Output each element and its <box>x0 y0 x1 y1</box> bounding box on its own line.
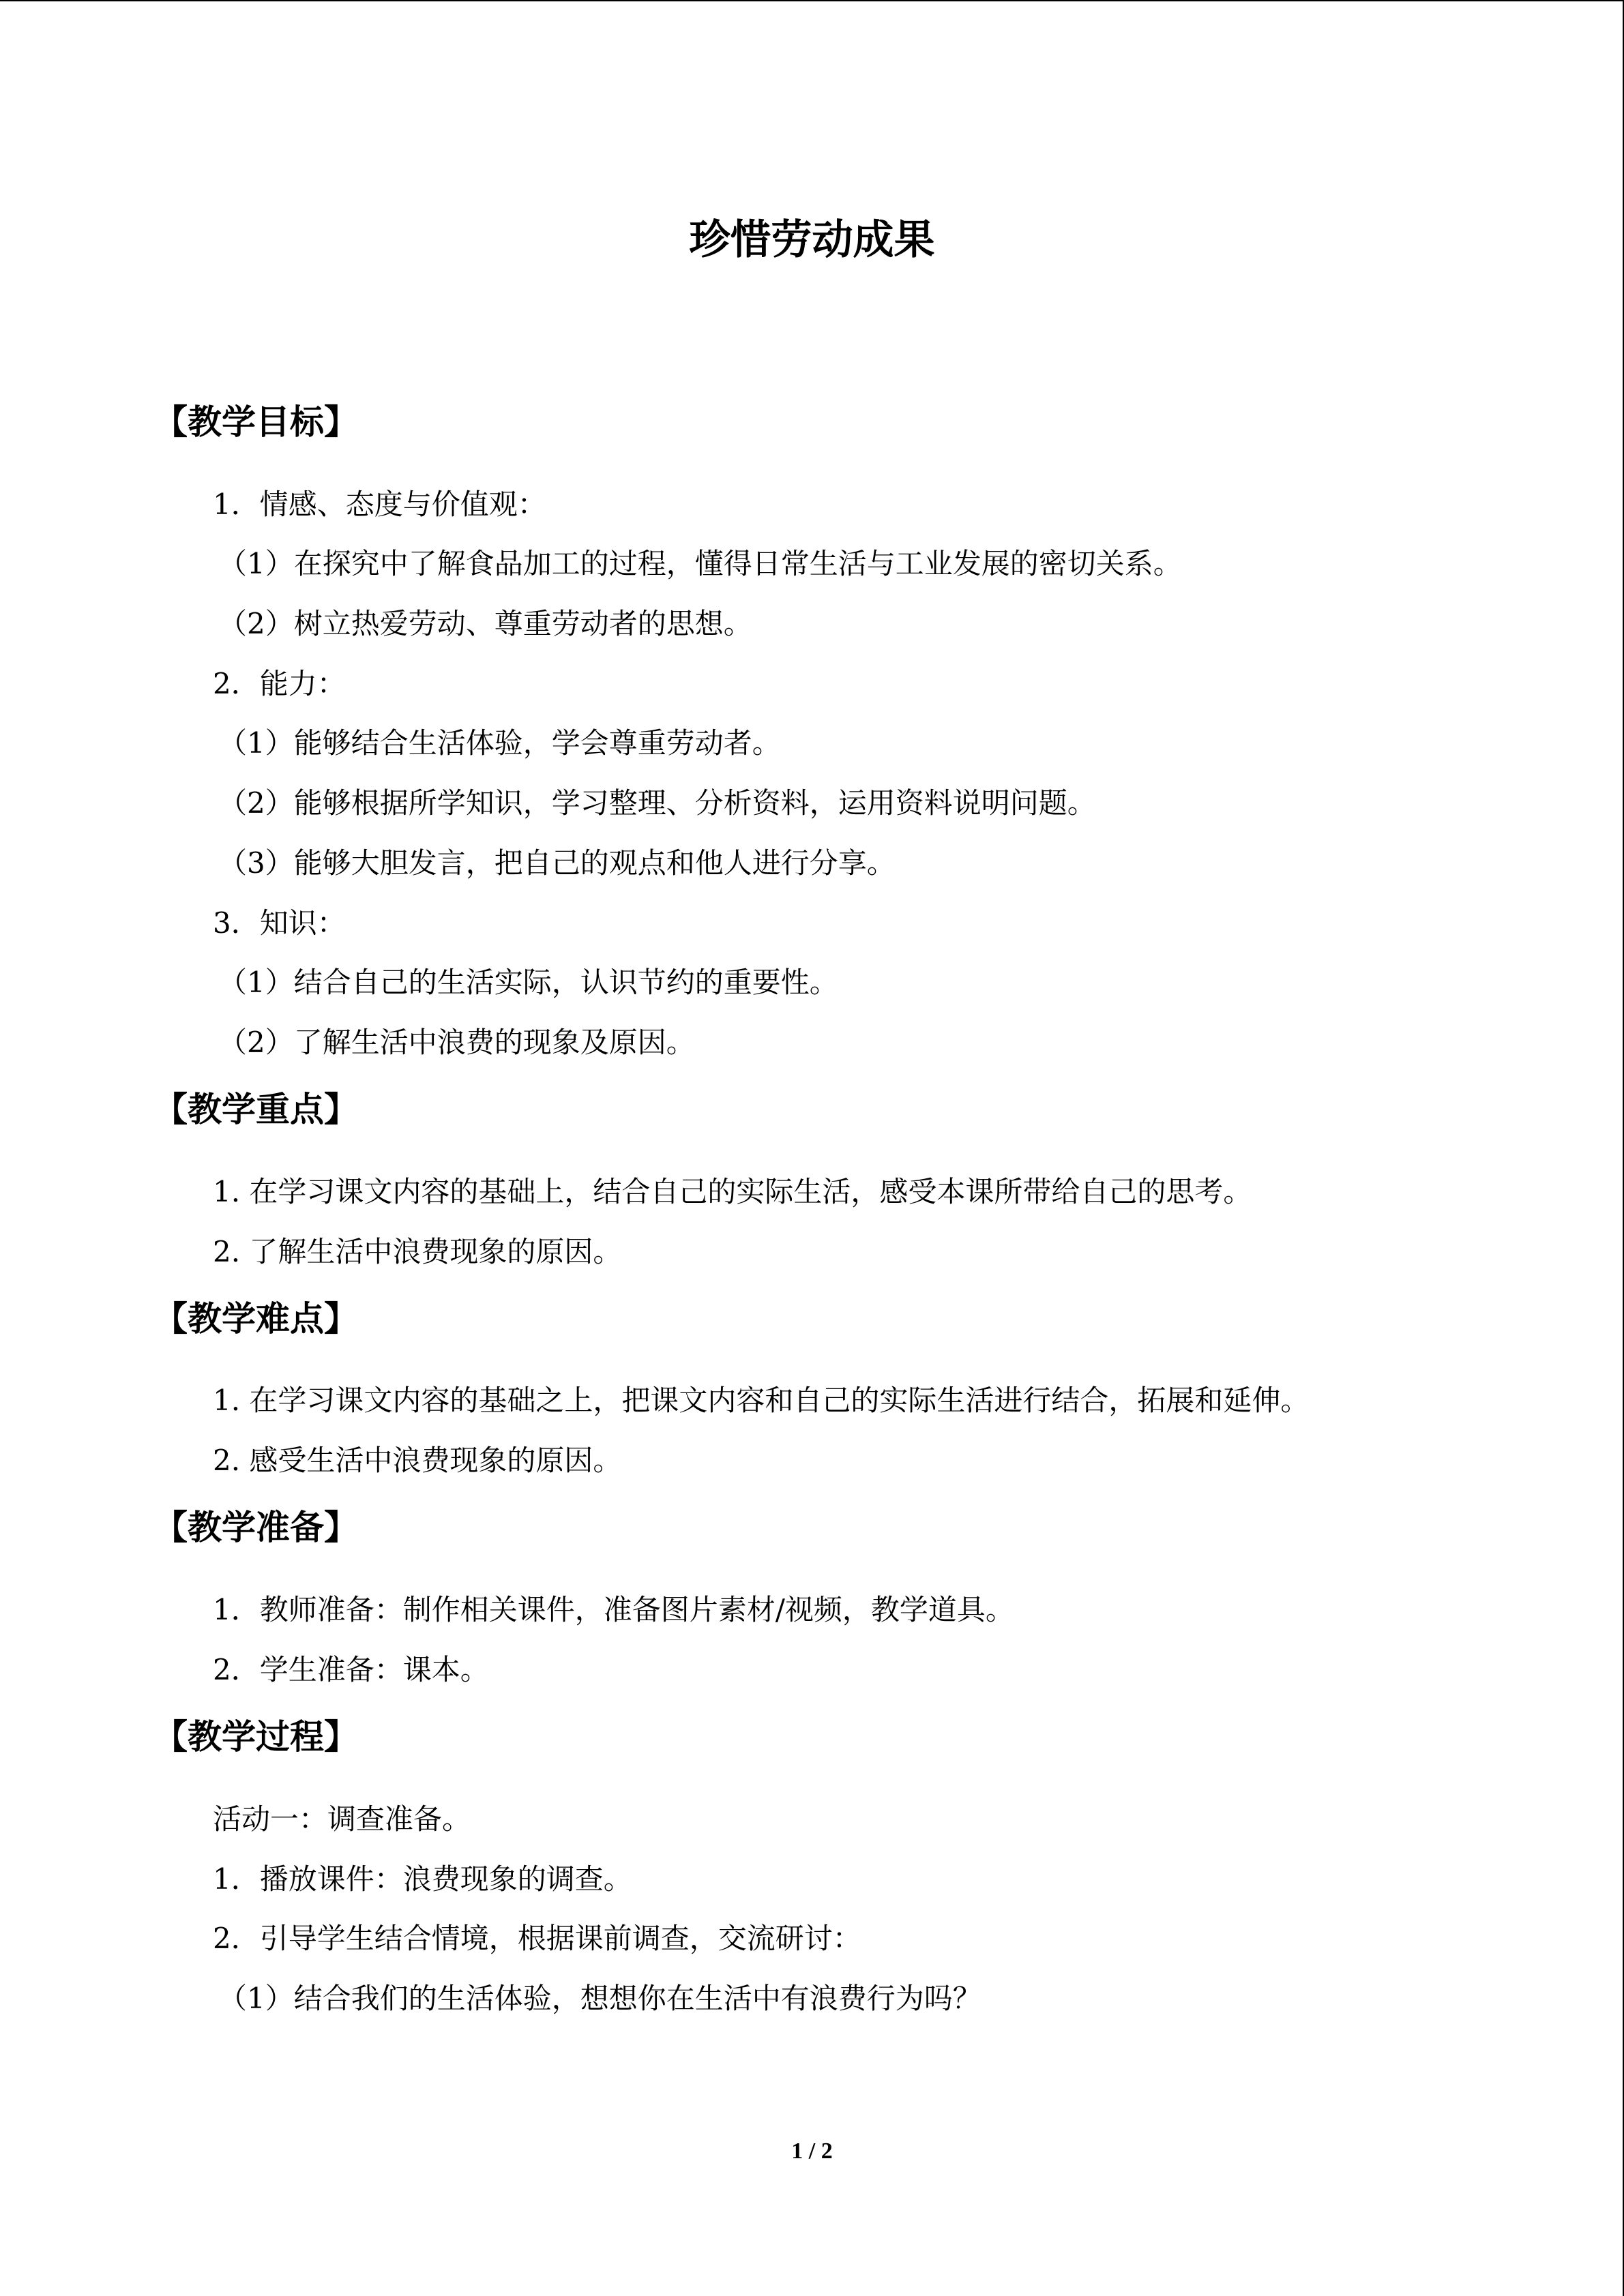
preparation-line: 2．学生准备：课本。 <box>213 1653 489 1686</box>
section-heading-difficulties: 【教学难点】 <box>153 1299 358 1339</box>
preparation-line: 1．教师准备：制作相关课件，准备图片素材/视频，教学道具。 <box>213 1593 1014 1626</box>
objectives-line: （1）结合自己的生活实际，认识节约的重要性。 <box>218 966 838 999</box>
objectives-line: （3）能够大胆发言，把自己的观点和他人进行分享。 <box>218 846 896 880</box>
objectives-line: 1．情感、态度与价值观： <box>213 488 546 521</box>
section-heading-key-points: 【教学重点】 <box>153 1090 358 1129</box>
process-line: 2．引导学生结合情境，根据课前调查，交流研讨： <box>213 1922 861 1955</box>
process-line: 1．播放课件：浪费现象的调查。 <box>213 1862 632 1896</box>
objectives-line: （2）树立热爱劳动、尊重劳动者的思想。 <box>218 607 752 640</box>
objectives-line: （2）能够根据所学知识，学习整理、分析资料，运用资料说明问题。 <box>218 786 1096 820</box>
objectives-line: （2）了解生活中浪费的现象及原因。 <box>218 1026 695 1059</box>
section-heading-process: 【教学过程】 <box>153 1717 358 1757</box>
objectives-line: 2．能力： <box>213 667 346 700</box>
objectives-line: （1）在探究中了解食品加工的过程，懂得日常生活与工业发展的密切关系。 <box>218 547 1182 580</box>
difficulties-line: 2. 感受生活中浪费现象的原因。 <box>213 1444 622 1477</box>
difficulties-line: 1. 在学习课文内容的基础之上，把课文内容和自己的实际生活进行结合，拓展和延伸。 <box>213 1384 1310 1417</box>
key-points-line: 2. 了解生活中浪费现象的原因。 <box>213 1235 622 1268</box>
process-line: 活动一：调查准备。 <box>213 1802 471 1836</box>
page-number: 1 / 2 <box>791 2138 833 2164</box>
objectives-line: 3．知识： <box>213 906 346 940</box>
section-heading-objectives: 【教学目标】 <box>153 402 358 442</box>
document-title: 珍惜劳动成果 <box>689 216 935 264</box>
key-points-line: 1. 在学习课文内容的基础上，结合自己的实际生活，感受本课所带给自己的思考。 <box>213 1175 1252 1208</box>
process-line: （1）结合我们的生活体验，想想你在生活中有浪费行为吗？ <box>218 1982 981 2015</box>
objectives-line: （1）能够结合生活体验，学会尊重劳动者。 <box>218 726 781 760</box>
section-heading-preparation: 【教学准备】 <box>153 1508 358 1547</box>
